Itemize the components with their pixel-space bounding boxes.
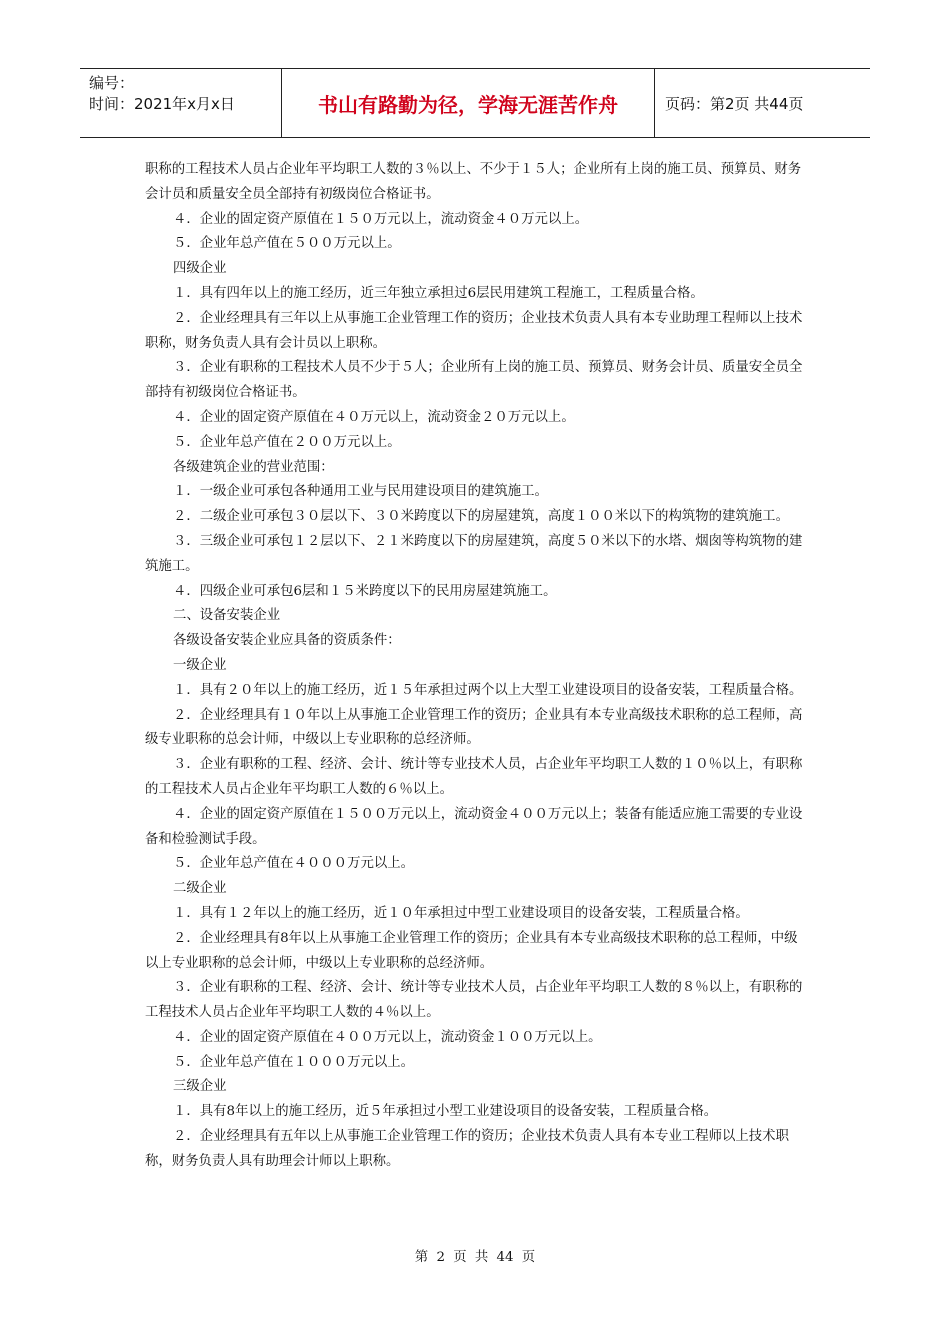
page-header — [80, 68, 870, 138]
header-page-info: 页码：第2页 共44页 — [665, 94, 804, 113]
document-date: 时间：2021年x月x日 — [89, 95, 235, 113]
paragraph: ３．企业有职称的工程技术人员不少于５人；企业所有上岗的施工员、预算员、财务会计员、质量安全员全部持有初级岗位合格证书。 — [145, 360, 803, 401]
paragraph: 各级建筑企业的营业范围： — [173, 459, 334, 475]
paragraph: 四级企业 — [173, 261, 227, 277]
paragraph: ５．企业年总产值在４０００万元以上。 — [173, 856, 415, 872]
header-motto: 书山有路勤为径，学海无涯苦作舟 — [282, 69, 655, 137]
paragraph: ２．二级企业可承包３０层以下、３０米跨度以下的房屋建筑，高度１００米以下的构筑物的建筑施工。 — [173, 509, 789, 525]
paragraph: １．具有8年以上的施工经历，近５年承担过小型工业建设项目的设备安装，工程质量合格。 — [173, 1104, 718, 1120]
header-meta — [80, 69, 282, 137]
paragraph: １．具有２０年以上的施工经历，近１５年承担过两个以上大型工业建设项目的设备安装，工程质量合格。 — [173, 682, 803, 698]
paragraph: ４．企业的固定资产原值在４００万元以上，流动资金１００万元以上。 — [173, 1029, 602, 1045]
paragraph: １．具有１２年以上的施工经历，近１０年承担过中型工业建设项目的设备安装，工程质量合格。 — [173, 905, 749, 921]
paragraph: ２．企业经理具有１０年以上从事施工企业管理工作的资历；企业具有本专业高级技术职称的总工程师，高级专业职称的总会计师，中级以上专业职称的总经济师。 — [145, 707, 803, 748]
paragraph: １．一级企业可承包各种通用工业与民用建设项目的建筑施工。 — [173, 484, 548, 500]
paragraph: ５．企业年总产值在２００万元以上。 — [173, 434, 401, 450]
paragraph: ４．企业的固定资产原值在１５０万元以上，流动资金４０万元以上。 — [173, 211, 589, 227]
paragraph: ５．企业年总产值在１０００万元以上。 — [173, 1054, 415, 1070]
paragraph: ２．企业经理具有五年以上从事施工企业管理工作的资历；企业技术负责人具有本专业工程师以上技术职称，财务负责人具有助理会计师以上职称。 — [145, 1129, 789, 1169]
page-footer: 第 2 页 共 44 页 — [414, 1250, 536, 1265]
paragraph: ５．企业年总产值在５００万元以上。 — [173, 236, 401, 252]
paragraph: ３．企业有职称的工程、经济、会计、统计等专业技术人员，占企业年平均职工人数的８％以上，有职称的工程技术人员占企业年平均职工人数的４％以上。 — [145, 980, 803, 1021]
paragraph: ３．企业有职称的工程、经济、会计、统计等专业技术人员，占企业年平均职工人数的１０％以上，有职称的工程技术人员占企业年平均职工人数的６％以上。 — [145, 757, 803, 797]
paragraph: 一级企业 — [173, 657, 227, 673]
paragraph: ４．四级企业可承包6层和１５米跨度以下的民用房屋建筑施工。 — [173, 583, 557, 599]
paragraph: ３．三级企业可承包１２层以下、２１米跨度以下的房屋建筑，高度５０米以下的水塔、烟囱等构筑物的建筑施工。 — [145, 533, 803, 574]
paragraph: １．具有四年以上的施工经历，近三年独立承担过6层民用建筑工程施工，工程质量合格。 — [173, 285, 704, 301]
document-number-label: 编号： — [89, 74, 135, 92]
paragraph: 三级企业 — [173, 1079, 227, 1095]
document-body — [145, 158, 807, 1175]
paragraph: 二、设备安装企业 — [173, 608, 281, 624]
paragraph: ４．企业的固定资产原值在４０万元以上，流动资金２０万元以上。 — [173, 409, 575, 425]
paragraph: ２．企业经理具有三年以上从事施工企业管理工作的资历；企业技术负责人具有本专业助理工程师以上技术职称，财务负责人具有会计员以上职称。 — [145, 310, 803, 351]
paragraph: 职称的工程技术人员占企业年平均职工人数的３％以上、不少于１５人；企业所有上岗的施工员、预算员、财务会计员和质量安全员全部持有初级岗位合格证书。 — [145, 162, 802, 202]
paragraph: 二级企业 — [173, 881, 227, 897]
paragraph: ２．企业经理具有8年以上从事施工企业管理工作的资历；企业具有本专业高级技术职称的总工程师，中级以上专业职称的总会计师，中级以上专业职称的总经济师。 — [145, 930, 798, 971]
paragraph: 各级设备安装企业应具备的资质条件： — [173, 633, 401, 649]
paragraph: ４．企业的固定资产原值在１５００万元以上，流动资金４００万元以上；装备有能适应施工需要的专业设备和检验测试手段。 — [145, 806, 803, 847]
